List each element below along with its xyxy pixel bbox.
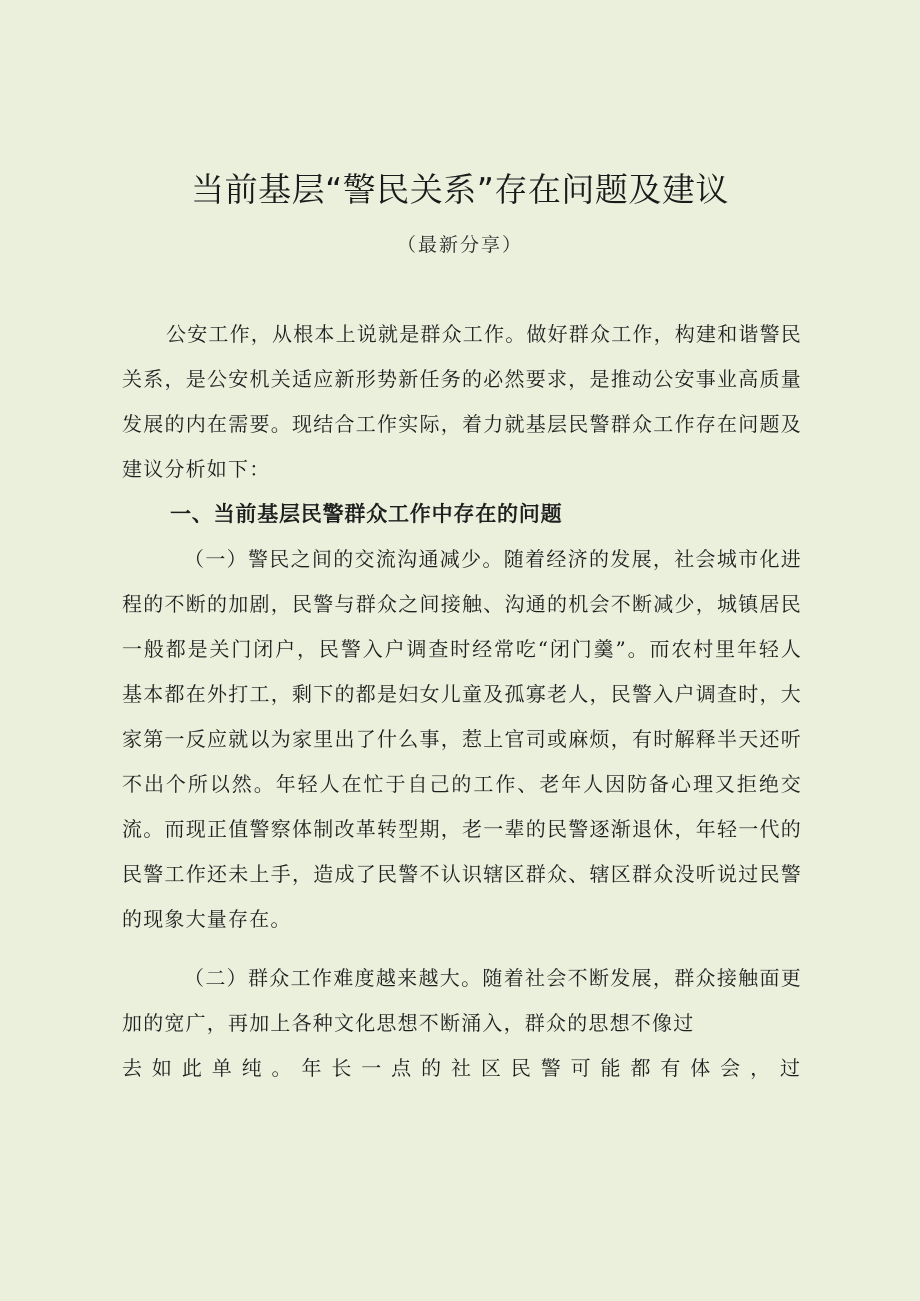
intro-paragraph: 公安工作，从根本上说就是群众工作。做好群众工作，构建和谐警民关系，是公安机关适应新形势新任务的必然要求，是推动公安事业高质量发展的内在需要。现结合工作实际，着力就基层民警群众工作存在问题及建议分析如下： [122, 322, 802, 481]
paragraph-gap [122, 942, 802, 956]
document-title: 当前基层“警民关系”存在问题及建议 [191, 170, 729, 209]
item1-paragraph: （一）警民之间的交流沟通减少。随着经济的发展，社会城市化进程的不断的加剧，民警与群众之间接触、沟通的机会不断减少，城镇居民一般都是关门闭户，民警入户调查时经常吃“闭门羹”。而农村里年轻人基本都在外打工，剩下的都是妇女儿童及孤寡老人，民警入户调查时，大家第一反应就以为家里出了什么事，惹上官司或麻烦，有时解释半天还听不出个所以然。年轻人在忙于自己的工作、老年人因防备心理又拒绝交流。而现正值警察体制改革转型期，老一辈的民警逐渐退休，年轻一代的民警工作还未上手，造成了民警不认识辖区群众、辖区群众没听说过民警的现象大量存在。 [122, 547, 802, 931]
item2-paragraph: （二）群众工作难度越来越大。随着社会不断发展，群众接触面更加的宽广，再加上各种文化思想不断涌入，群众的思想不像过 [122, 966, 802, 1035]
document-subtitle: （最新分享） [396, 234, 523, 256]
item2-paragraph-last-line: 去如此单纯。年长一点的社区民警可能都有体会，过 [122, 1056, 802, 1080]
document-body [122, 312, 802, 1091]
section-heading: 一、当前基层民警群众工作中存在的问题 [170, 502, 563, 526]
